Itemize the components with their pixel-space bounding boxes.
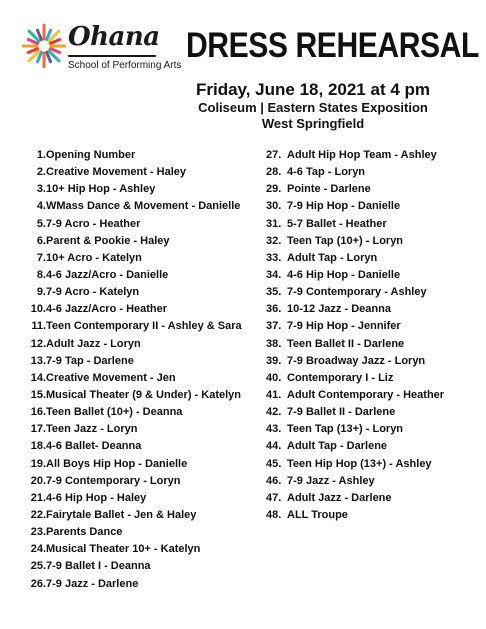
program-item-name: 7-9 Hip Hop - Jennifer (287, 320, 401, 333)
logo-underline (68, 55, 156, 57)
program-item (266, 267, 476, 284)
event-venue: Coliseum | Eastern States Exposition (198, 100, 428, 115)
program-item-number: 26. (30, 577, 46, 590)
program-item (30, 216, 262, 233)
program-item (30, 181, 262, 198)
program-item-number: 18. (30, 440, 46, 453)
program-item-name: 4-6 Jazz/Acro - Heather (46, 303, 168, 316)
program-item-number: 11. (31, 320, 46, 333)
program-item (30, 456, 262, 473)
program-item-name: Teen Ballet II - Darlene (287, 337, 405, 350)
event-date: Friday, June 18, 2021 at 4 pm (195, 80, 430, 99)
program-item-number: 44. (266, 440, 282, 453)
program-item-number: 36. (266, 303, 282, 316)
program-item-number: 10. (30, 303, 46, 316)
program-item-name: Musical Theater (9 & Under) - Katelyn (46, 388, 241, 401)
program-item-name: 10+ Acro - Katelyn (46, 251, 142, 264)
program-item (30, 387, 262, 404)
program-item (30, 250, 262, 267)
program-item-name: 4-6 Jazz/Acro - Danielle (46, 268, 169, 281)
program-item (30, 576, 262, 593)
program-item (266, 250, 476, 267)
program-item-number: 7. (36, 251, 46, 264)
program-item-name: Creative Movement - Haley (46, 166, 186, 179)
program-item-number: 1. (36, 149, 46, 161)
program-item-number: 14. (30, 371, 46, 384)
program-item (266, 490, 476, 507)
logo-subtitle: School of Performing Arts (68, 60, 182, 71)
program-item-name: Adult Hip Hop Team - Ashley (287, 149, 437, 161)
program-item (266, 164, 476, 181)
program-item (266, 147, 476, 164)
program-item-number: 35. (266, 286, 282, 299)
program-item-number: 25. (30, 560, 46, 573)
program-item (266, 370, 476, 387)
program-item-number: 13. (30, 354, 46, 367)
program-item-number: 28. (266, 166, 282, 179)
program-item-name: Opening Number (46, 149, 136, 161)
program-item-number: 39. (266, 354, 282, 367)
program-item-name: 10+ Hip Hop - Ashley (46, 183, 156, 196)
program-item (266, 181, 476, 198)
program-item-name: Teen Contemporary II - Ashley & Sara (46, 320, 242, 333)
program-item-number: 47. (266, 491, 282, 504)
program-item-number: 30. (266, 200, 282, 213)
program-item-number: 8. (36, 268, 46, 281)
program-item-number: 20. (30, 474, 46, 487)
program-item (30, 490, 262, 507)
school-logo (22, 22, 182, 78)
program-item-number: 6. (36, 234, 46, 247)
program-item-name: Teen Tap (10+) - Loryn (287, 234, 404, 247)
program-item-name: 7-9 Hip Hop - Danielle (287, 200, 401, 213)
program-item-number: 34. (266, 268, 282, 281)
program-item-name: 7-9 Acro - Katelyn (46, 286, 140, 299)
program-item-number: 17. (30, 423, 46, 436)
program-item-name: 4-6 Hip Hop - Danielle (287, 268, 401, 281)
program-item-name: 7-9 Tap - Darlene (46, 354, 134, 367)
program-item (30, 301, 262, 318)
program-item-name: Teen Jazz - Loryn (46, 423, 138, 436)
program-item (30, 404, 262, 421)
logo-wordmark: Ohana (68, 22, 160, 52)
program-item-number: 41. (266, 388, 282, 401)
program-item-number: 5. (36, 217, 46, 230)
event-city: West Springfield (261, 116, 365, 131)
program-item (30, 147, 262, 164)
program-item-name: Musical Theater 10+ - Katelyn (46, 543, 201, 556)
program-item (266, 421, 476, 438)
program-item (266, 284, 476, 301)
program-item (30, 473, 262, 490)
program-item-number: 24. (30, 543, 46, 556)
program-item-name: Adult Tap - Darlene (287, 440, 388, 453)
program-item-name: Contemporary I - Liz (287, 371, 394, 384)
program-item-name: 4-6 Ballet- Deanna (46, 440, 142, 453)
program-item-number: 19. (30, 457, 46, 470)
program-item-number: 29. (266, 183, 282, 196)
program-item-name: Creative Movement - Jen (46, 371, 176, 384)
program-item-name: 7-9 Ballet I - Deanna (46, 560, 151, 573)
program-item-name: Adult Tap - Loryn (287, 251, 378, 264)
program-item-number: 32. (266, 234, 282, 247)
program-item (30, 507, 262, 524)
program-item (266, 456, 476, 473)
program-item-number: 33. (266, 251, 282, 264)
program-item (30, 421, 262, 438)
program-item-name: All Boys Hip Hop - Danielle (46, 457, 188, 470)
program-item-name: Parents Dance (46, 526, 123, 539)
program-item (266, 233, 476, 250)
program-item-number: 16. (30, 406, 46, 419)
program-item (266, 318, 476, 335)
program-item (266, 507, 476, 524)
program-item-name: Teen Tap (13+) - Loryn (287, 423, 404, 436)
program-item-name: 7-9 Acro - Heather (46, 217, 141, 230)
program-item-number: 48. (266, 508, 282, 521)
program-item-name: Parent & Pookie - Haley (46, 234, 170, 247)
program-item-number: 15. (30, 388, 46, 401)
program-item-number: 45. (266, 457, 282, 470)
program-item (30, 198, 262, 215)
program-item (266, 404, 476, 421)
program-item-name: ALL Troupe (287, 508, 348, 521)
program-item-name: Pointe - Darlene (287, 183, 371, 196)
program-item (30, 370, 262, 387)
program-item-number: 23. (30, 526, 46, 539)
program-item-name: Fairytale Ballet - Jen & Haley (46, 508, 197, 521)
program-item (266, 353, 476, 370)
program-item-number: 12. (30, 337, 46, 350)
starburst-logo-icon (22, 24, 66, 68)
program-item-name: 10-12 Jazz - Deanna (287, 303, 391, 316)
program-item (30, 541, 262, 558)
program-item-name: 4-6 Hip Hop - Haley (46, 491, 147, 504)
program-item (30, 284, 262, 301)
program-item-number: 22. (30, 508, 46, 521)
program-item (266, 301, 476, 318)
program-item-number: 4. (36, 200, 46, 213)
program-item-name: Teen Ballet (10+) - Deanna (46, 406, 183, 419)
program-item (30, 318, 262, 335)
program-item-name: 7-9 Contemporary - Ashley (287, 286, 427, 299)
program-item-number: 27. (266, 149, 282, 161)
program-item-name: Adult Jazz - Loryn (46, 337, 141, 350)
program-item-number: 46. (266, 474, 282, 487)
program-item-name: Adult Jazz - Darlene (287, 491, 392, 504)
program-item-number: 40. (266, 371, 282, 384)
program-item (30, 164, 262, 181)
program-item (30, 558, 262, 575)
program-item-name: 7-9 Ballet II - Darlene (287, 406, 396, 419)
program-item-number: 2. (36, 166, 46, 179)
program-item-name: WMass Dance & Movement - Danielle (46, 200, 241, 213)
program-item (266, 198, 476, 215)
program-item-name: 7-9 Broadway Jazz - Loryn (287, 354, 426, 367)
program-list-left (30, 147, 262, 593)
program-item (266, 387, 476, 404)
program-item (30, 336, 262, 353)
program-item (30, 233, 262, 250)
program-item-name: 7-9 Jazz - Ashley (287, 474, 375, 487)
program-item (30, 353, 262, 370)
program-item (266, 438, 476, 455)
program-item-name: Teen Hip Hop (13+) - Ashley (287, 457, 432, 470)
program-item-number: 21. (30, 491, 46, 504)
program-item-name: 7-9 Jazz - Darlene (46, 577, 139, 590)
program-item-name: 5-7 Ballet - Heather (287, 217, 387, 230)
program-item-name: Adult Contemporary - Heather (287, 388, 445, 401)
program-item-number: 37. (266, 320, 282, 333)
program-item-number: 43. (266, 423, 282, 436)
program-item-number: 42. (266, 406, 282, 419)
program-item-name: 7-9 Contemporary - Loryn (46, 474, 181, 487)
program-item-number: 31. (266, 217, 282, 230)
program-item-number: 3. (36, 183, 46, 196)
program-item (30, 267, 262, 284)
program-item (30, 524, 262, 541)
program-item (30, 438, 262, 455)
program-item (266, 336, 476, 353)
program-item-name: 4-6 Tap - Loryn (287, 166, 366, 179)
program-list-right (266, 147, 476, 524)
program-item (266, 473, 476, 490)
page-title: DRESS REHEARSAL (186, 26, 479, 65)
program-item (266, 216, 476, 233)
program-item-number: 38. (266, 337, 282, 350)
program-item-number: 9. (36, 286, 46, 299)
